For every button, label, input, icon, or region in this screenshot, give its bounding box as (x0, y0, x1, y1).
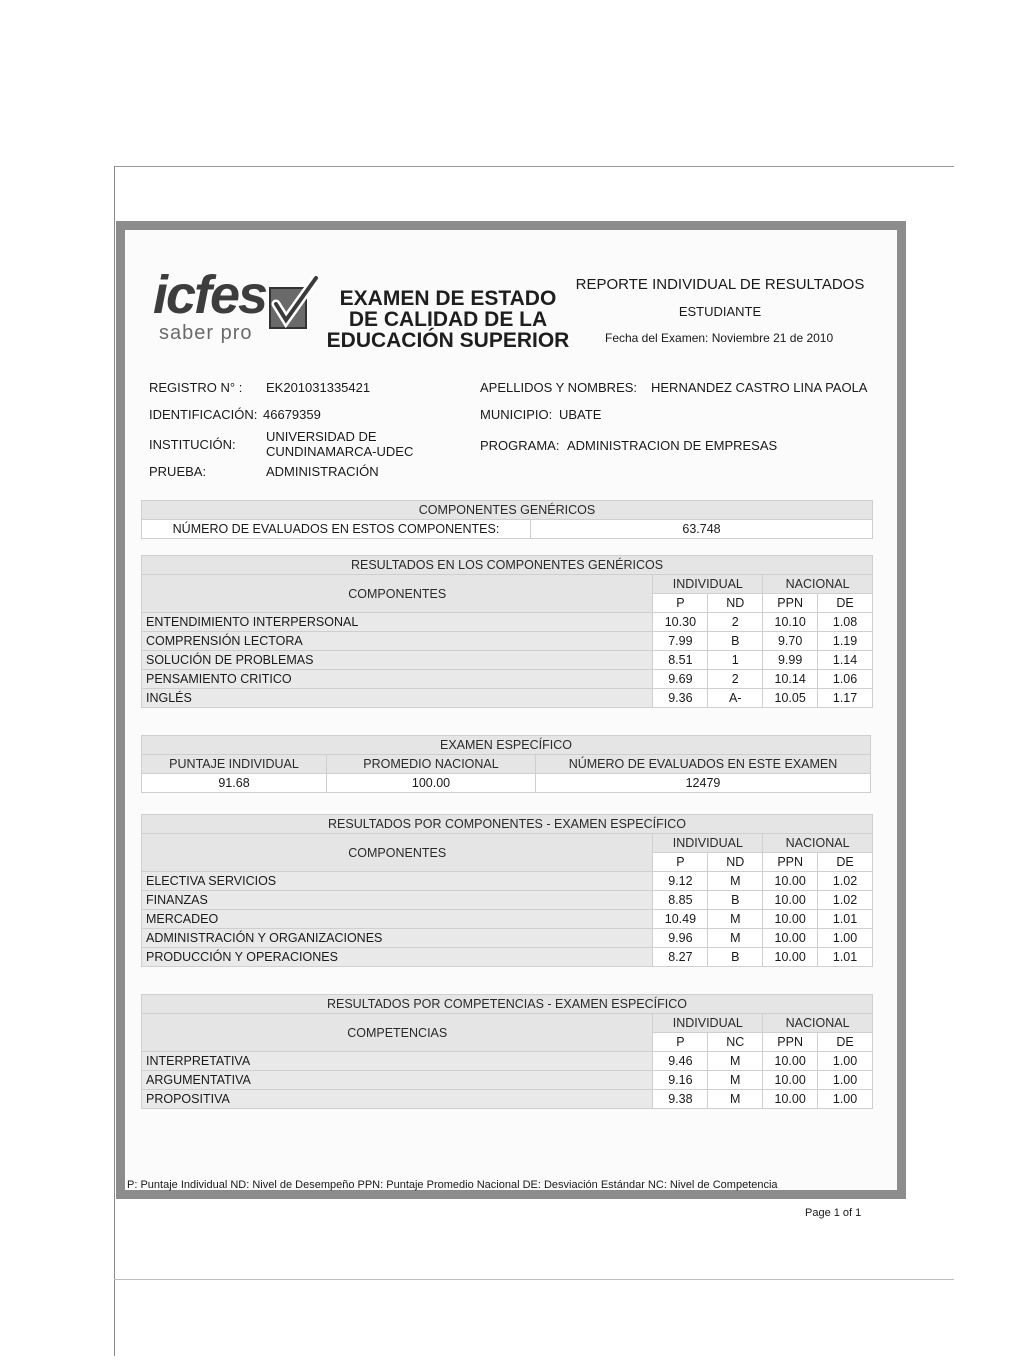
institucion-value-line-2: CUNDINAMARCA-UDEC (266, 444, 414, 459)
score-p: 9.16 (653, 1071, 708, 1090)
registro-value: EK201031335421 (266, 380, 371, 395)
comp-h-de: DE (818, 1033, 873, 1052)
institucion-value (266, 429, 413, 459)
puntaje-individual: 91.68 (142, 774, 327, 793)
score-de: 1.14 (818, 651, 873, 670)
table-row (142, 670, 873, 689)
generic-h-ppn: PPN (763, 594, 818, 613)
table-row (142, 910, 873, 929)
specific-exam-col1: PUNTAJE INDIVIDUAL (142, 755, 327, 774)
sheet-edge-top (114, 166, 954, 167)
score-nd: M (708, 872, 763, 891)
score-p: 9.96 (653, 929, 708, 948)
table-row (142, 1071, 873, 1090)
component-name: COMPRENSIÓN LECTORA (142, 632, 653, 651)
prueba-label: PRUEBA: (149, 464, 207, 479)
score-ppn: 10.00 (763, 872, 818, 891)
score-p: 9.12 (653, 872, 708, 891)
score-p: 9.38 (653, 1090, 708, 1109)
competencies-title: RESULTADOS POR COMPETENCIAS - EXAMEN ESPECÍFICO (142, 995, 873, 1014)
score-nd: 1 (708, 651, 763, 670)
score-de: 1.00 (818, 1071, 873, 1090)
promedio-nacional: 100.00 (327, 774, 536, 793)
identificacion-label: IDENTIFICACIÓN: (149, 407, 258, 422)
score-ppn: 10.00 (763, 1052, 818, 1071)
score-ppn: 10.00 (763, 948, 818, 967)
competencies-nacional: NACIONAL (763, 1014, 873, 1033)
component-name: INGLÉS (142, 689, 653, 708)
score-nc: M (708, 1052, 763, 1071)
programa-value: ADMINISTRACION DE EMPRESAS (567, 438, 778, 453)
checkmark-icon (268, 274, 320, 330)
table-row (142, 632, 873, 651)
specific-components-title: RESULTADOS POR COMPONENTES - EXAMEN ESPECÍFICO (142, 815, 873, 834)
exam-title-line-1: EXAMEN DE ESTADO (339, 287, 557, 310)
component-name: PRODUCCIÓN Y OPERACIONES (142, 948, 653, 967)
score-de: 1.00 (818, 1090, 873, 1109)
score-de: 1.17 (818, 689, 873, 708)
table-row (142, 689, 873, 708)
score-p: 9.69 (653, 670, 708, 689)
generic-h-p: P (653, 594, 708, 613)
score-de: 1.19 (818, 632, 873, 651)
table-row (142, 891, 873, 910)
score-ppn: 10.10 (763, 613, 818, 632)
specific-components-table (141, 814, 873, 967)
institucion-value-line-1: UNIVERSIDAD DE (266, 429, 377, 444)
score-p: 9.46 (653, 1052, 708, 1071)
specific-components-individual: INDIVIDUAL (653, 834, 763, 853)
competencies-individual: INDIVIDUAL (653, 1014, 763, 1033)
score-p: 10.30 (653, 613, 708, 632)
apellidos-value: HERNANDEZ CASTRO LINA PAOLA (651, 380, 868, 395)
score-de: 1.06 (818, 670, 873, 689)
specific-h-ppn: PPN (763, 853, 818, 872)
apellidos-label: APELLIDOS Y NOMBRES: (480, 380, 638, 395)
exam-date (605, 331, 833, 345)
generic-h-de: DE (818, 594, 873, 613)
score-nd: B (708, 948, 763, 967)
table-row (142, 651, 873, 670)
generic-results-title: RESULTADOS EN LOS COMPONENTES GENÉRICOS (142, 556, 873, 575)
competencies-col-label: COMPETENCIAS (142, 1014, 653, 1052)
specific-h-p: P (653, 853, 708, 872)
comp-h-ppn: PPN (763, 1033, 818, 1052)
score-ppn: 10.00 (763, 929, 818, 948)
competency-name: ARGUMENTATIVA (142, 1071, 653, 1090)
specific-components-col-label: COMPONENTES (142, 834, 653, 872)
generic-results-individual: INDIVIDUAL (653, 575, 763, 594)
generic-results-nacional: NACIONAL (763, 575, 873, 594)
specific-exam-title: EXAMEN ESPECÍFICO (142, 736, 871, 755)
exam-title-line-3: EDUCACIÓN SUPERIOR (326, 329, 570, 352)
table-row (142, 872, 873, 891)
generic-results-table (141, 555, 873, 708)
generic-h-nd: ND (708, 594, 763, 613)
score-ppn: 10.00 (763, 1090, 818, 1109)
generic-results-col-label: COMPONENTES (142, 575, 653, 613)
component-name: FINANZAS (142, 891, 653, 910)
score-nd: M (708, 929, 763, 948)
report-title: REPORTE INDIVIDUAL DE RESULTADOS (575, 276, 865, 293)
score-de: 1.00 (818, 929, 873, 948)
competencies-table (141, 994, 873, 1109)
specific-h-nd: ND (708, 853, 763, 872)
municipio-value: UBATE (559, 407, 602, 422)
score-nd: 2 (708, 613, 763, 632)
score-ppn: 10.14 (763, 670, 818, 689)
score-de: 1.02 (818, 891, 873, 910)
exam-date-value: Noviembre 21 de 2010 (711, 331, 834, 345)
evaluated-value: 63.748 (531, 520, 873, 539)
saber-pro-logo: saber pro (159, 322, 253, 344)
institucion-label: INSTITUCIÓN: (149, 437, 236, 452)
identificacion-value: 46679359 (263, 407, 321, 422)
component-name: ADMINISTRACIÓN Y ORGANIZACIONES (142, 929, 653, 948)
score-ppn: 9.99 (763, 651, 818, 670)
score-nc: M (708, 1071, 763, 1090)
score-nd: 2 (708, 670, 763, 689)
component-name: PENSAMIENTO CRITICO (142, 670, 653, 689)
score-p: 8.85 (653, 891, 708, 910)
report-frame (116, 221, 906, 1199)
score-ppn: 9.70 (763, 632, 818, 651)
exam-date-label: Fecha del Examen: (605, 331, 709, 345)
sheet-edge-bottom (114, 1279, 954, 1280)
component-name: SOLUCIÓN DE PROBLEMAS (142, 651, 653, 670)
score-p: 8.51 (653, 651, 708, 670)
table-row (142, 613, 873, 632)
municipio-label: MUNICIPIO: (480, 407, 553, 422)
generic-components-title: COMPONENTES GENÉRICOS (142, 501, 873, 520)
score-nd: M (708, 910, 763, 929)
specific-components-nacional: NACIONAL (763, 834, 873, 853)
component-name: MERCADEO (142, 910, 653, 929)
score-ppn: 10.05 (763, 689, 818, 708)
score-nc: M (708, 1090, 763, 1109)
specific-h-de: DE (818, 853, 873, 872)
score-p: 7.99 (653, 632, 708, 651)
comp-h-nc: NC (708, 1033, 763, 1052)
competency-name: INTERPRETATIVA (142, 1052, 653, 1071)
score-p: 9.36 (653, 689, 708, 708)
component-name: ELECTIVA SERVICIOS (142, 872, 653, 891)
exam-title (323, 288, 573, 351)
sheet-edge-left (114, 166, 115, 1356)
score-de: 1.08 (818, 613, 873, 632)
table-row (142, 929, 873, 948)
score-de: 1.01 (818, 910, 873, 929)
specific-exam-col2: PROMEDIO NACIONAL (327, 755, 536, 774)
comp-h-p: P (653, 1033, 708, 1052)
component-name: ENTENDIMIENTO INTERPERSONAL (142, 613, 653, 632)
table-row (142, 1090, 873, 1109)
table-row (142, 948, 873, 967)
report-subtitle: ESTUDIANTE (678, 304, 762, 319)
score-p: 10.49 (653, 910, 708, 929)
page-number: Page 1 of 1 (805, 1207, 862, 1219)
score-de: 1.01 (818, 948, 873, 967)
registro-label: REGISTRO N° : (149, 380, 243, 395)
score-nd: B (708, 891, 763, 910)
prueba-value: ADMINISTRACIÓN (266, 464, 379, 479)
specific-exam-col3: NÚMERO DE EVALUADOS EN ESTE EXAMEN (536, 755, 871, 774)
exam-title-line-2: DE CALIDAD DE LA (348, 308, 548, 331)
score-p: 8.27 (653, 948, 708, 967)
score-nd: B (708, 632, 763, 651)
icfes-logo: icfes (153, 265, 267, 325)
competency-name: PROPOSITIVA (142, 1090, 653, 1109)
score-ppn: 10.00 (763, 891, 818, 910)
table-row (142, 1052, 873, 1071)
programa-label: PROGRAMA: (480, 438, 560, 453)
footer-legend: P: Puntaje Individual ND: Nivel de Desempeño PPN: Puntaje Promedio Nacional DE: Desviación Estándar NC: Nivel de Competencia (127, 1179, 778, 1191)
score-de: 1.00 (818, 1052, 873, 1071)
evaluated-label: NÚMERO DE EVALUADOS EN ESTOS COMPONENTES: (142, 520, 531, 539)
generic-components-table (141, 500, 873, 539)
specific-exam-table (141, 735, 871, 793)
numero-evaluados: 12479 (536, 774, 871, 793)
score-ppn: 10.00 (763, 910, 818, 929)
score-de: 1.02 (818, 872, 873, 891)
score-ppn: 10.00 (763, 1071, 818, 1090)
score-nd: A- (708, 689, 763, 708)
